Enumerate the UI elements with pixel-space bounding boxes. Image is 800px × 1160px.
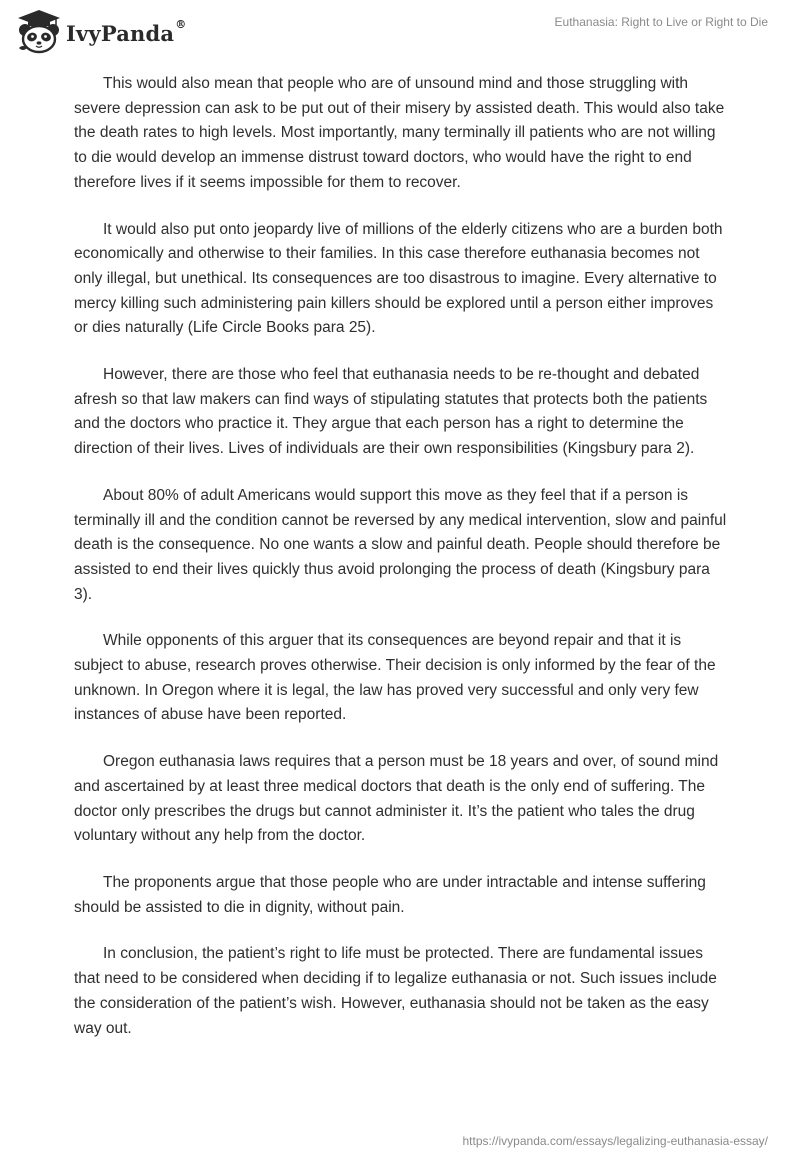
panda-graduate-icon: [14, 8, 64, 54]
document-title: Euthanasia: Right to Live or Right to Die: [554, 15, 768, 29]
paragraph: The proponents argue that those people who are under intractable and intense suffering should be assisted to die in dignity, without pain.: [74, 873, 706, 916]
paragraph: In conclusion, the patient’s right to life must be protected. There are fundamental issues that need to be considered when deciding if to legalize euthanasia or not. Such issues include the consideration of the patient’s wish. However, euthanasia should not be taken as the easy way out.: [74, 945, 717, 1037]
brand-name: [66, 17, 187, 46]
page-header: [0, 0, 800, 60]
source-url[interactable]: https://ivypanda.com/essays/legalizing-euthanasia-essay/: [462, 1134, 768, 1148]
essay-body: [74, 72, 730, 1063]
paragraph: About 80% of adult Americans would support this move as they feel that if a person is terminally ill and the condition cannot be reversed by any medical intervention, slow and painful death is the consequence. No one wants a slow and painful death. People should therefore be assisted to end their lives quickly thus avoid prolonging the process of death (Kingsbury para 3).: [74, 486, 727, 603]
paragraph: This would also mean that people who are of unsound mind and those struggling with severe depression can ask to be put out of their misery by assisted death. This would also take the death rates to high levels. Most importantly, many terminally ill patients who are not willing to die would develop an immense distrust toward doctors, who would have the right to end therefore lives if it seems impossible for them to recover.: [74, 75, 725, 191]
registered-mark: ®: [175, 17, 187, 31]
paragraph: Oregon euthanasia laws requires that a person must be 18 years and over, of sound mind and ascertained by at least three medical doctors that death is the only end of suffering. The doctor only prescribes the drugs but cannot administer it. It’s the patient who tales the drug voluntary without any help from the doctor.: [74, 753, 719, 845]
brand-logo[interactable]: [14, 8, 186, 54]
paragraph: However, there are those who feel that euthanasia needs to be re-thought and debated afresh so that law makers can find ways of stipulating statutes that protects both the patients and the doctors who practice it. They argue that each person has a right to determine the direction of their lives. Lives of individuals are their own responsibilities (Kingsbury para 2).: [74, 366, 708, 458]
paragraph: It would also put onto jeopardy live of millions of the elderly citizens who are a burden both economically and otherwise to their families. In this case therefore euthanasia becomes not only illegal, but unethical. Its consequences are too disastrous to imagine. Every alternative to mercy killing such administering pain killers should be explored until a person either improves or dies naturally (Life Circle Books para 25).: [74, 220, 723, 337]
paragraph: While opponents of this arguer that its consequences are beyond repair and that it is subject to abuse, research proves otherwise. Their decision is only informed by the fear of the unknown. In Oregon where it is legal, the law has proved very successful and only very few instances of abuse have been reported.: [74, 632, 716, 724]
brand-name-text: IvyPanda: [66, 20, 175, 46]
